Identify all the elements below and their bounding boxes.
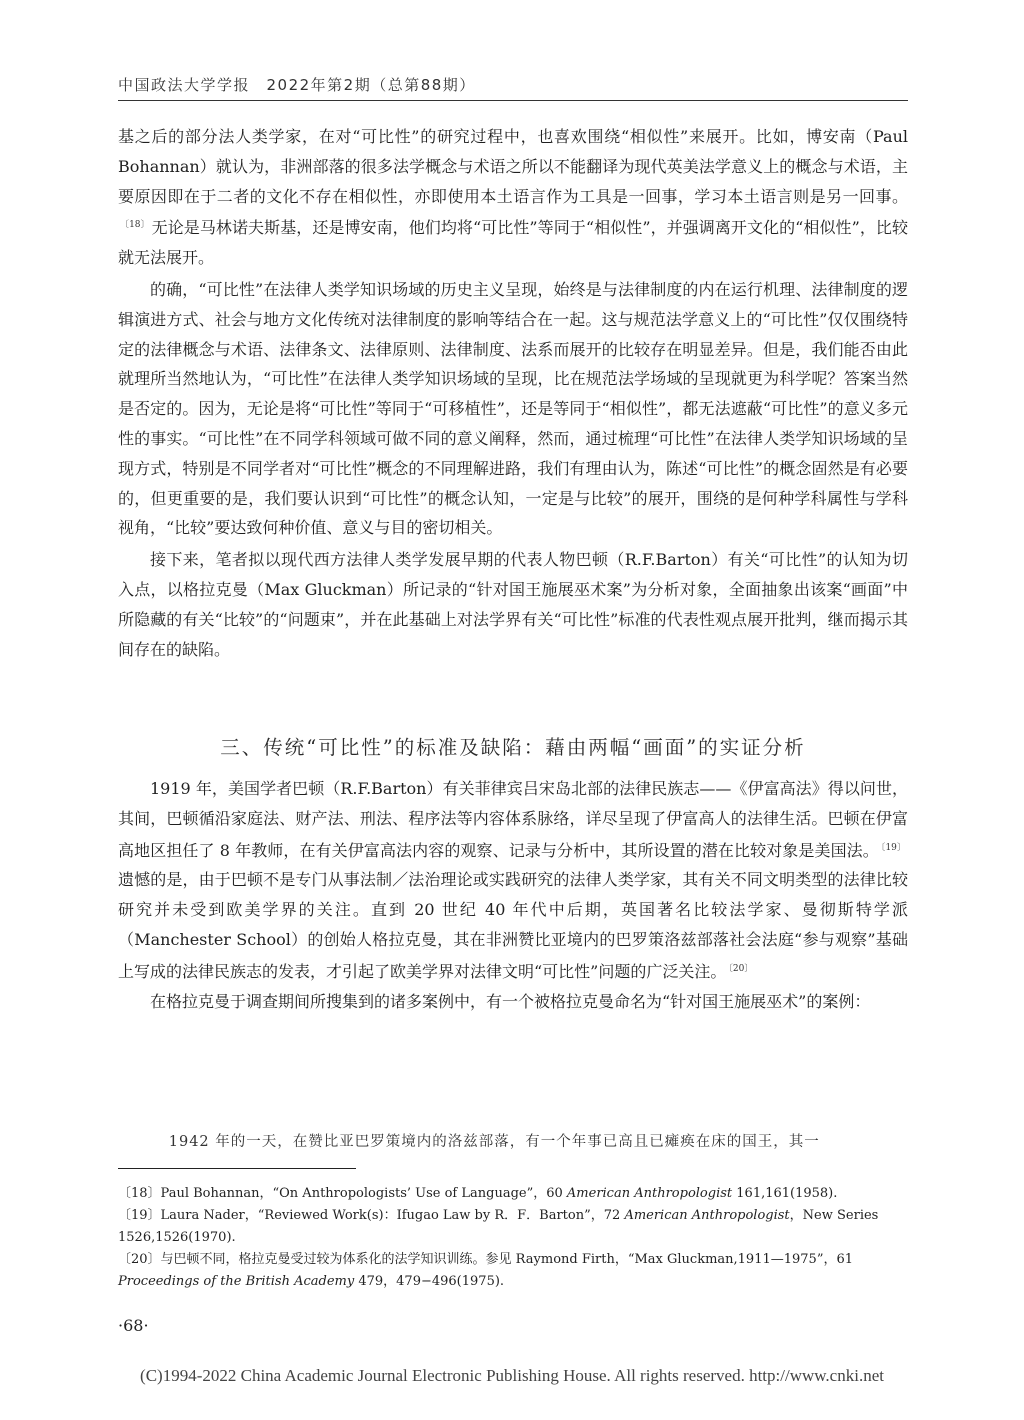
- paragraph-2-text: 的确，“可比性”在法律人类学知识场域的历史主义呈现，始终是与法律制度的内在运行机理、法律制度的逻辑演进方式、社会与地方文化传统对法律制度的影响等结合在一起。这与规范法学意义上的“可比性”仅仅围绕特定的法律概念与术语、法律条文、法律原则、法律制度、法系而展开的比较存在明显差异。但是，我们能否由此就理所当然地认为，“可比性”在法律人类学知识场域的呈现，比在规范法学场域的呈现就更为科学呢？答案当然是否定的。因为，无论是将“可比性”等同于“可移植性”，还是等同于“相似性”，都无法遮蔽“可比性”的意义多元性的事实。“可比性”在不同学科领域可做不同的意义阐释，然而，通过梳理“可比性”在法律人类学知识场域的呈现方式，特别是不同学者对“可比性”概念的不同理解进路，我们有理由认为，陈述“可比性”的概念固然是有必要的，但更重要的是，我们要认识到“可比性”的概念认知，一定是与比较”的展开，围绕的是何种学科属性与学科视角，“比较”要达致何种价值、意义与目的密切相关。: [118, 279, 908, 538]
- footnote-20: [118, 1249, 908, 1293]
- footnote-text-after: ，New Series 1526,1526(1970).: [118, 1208, 879, 1245]
- page-number: ·68·: [118, 1316, 149, 1335]
- paragraph-4-text: 1919 年，美国学者巴顿（R.F.Barton）有关菲律宾吕宋岛北部的法律民族志——《伊富高法》得以问世，其间，巴顿循沿家庭法、财产法、刑法、程序法等内容体系脉络，详尽呈现了伊富高人的法律生活。巴顿在伊富高地区担任了 8 年教师，在有关伊富高法内容的观察、记录与分析中，其所设置的潜在比较对象是美国法。: [118, 779, 908, 860]
- footnote-18: [118, 1183, 908, 1205]
- footnote-number: 〔20〕: [118, 1252, 161, 1267]
- footnote-number: 〔18〕: [118, 1186, 161, 1201]
- footnote-ref-19[interactable]: 〔19〕: [880, 842, 906, 853]
- footnote-text-after: 479，479−496(1975).: [354, 1274, 505, 1289]
- footnote-ref-18[interactable]: 〔18〕: [120, 220, 150, 231]
- footnote-text: Paul Bohannan，“On Anthropologists’ Use of Language”，60: [160, 1186, 567, 1201]
- footnote-ref-20[interactable]: 〔20〕: [728, 963, 754, 974]
- paragraph-1-text: 基之后的部分法人类学家，在对“可比性”的研究过程中，也喜欢围绕“相似性”来展开。比如，博安南（Paul Bohannan）就认为，非洲部落的很多法学概念与术语之所以不能翻译为现代英美法学意义上的概念与术语，主要原因即在于二者的文化不存在相似性，亦即使用本土语言作为工具是一回事，学习本土语言则是另一回事。: [118, 127, 908, 206]
- footnote-text: 与巴顿不同，格拉克曼受过较为体系化的法学知识训练。参见 Raymond Firth，“Max Gluckman,1911—1975”，61: [160, 1252, 854, 1267]
- paragraph-1-text-after: 无论是马林诺夫斯基，还是博安南，他们均将“可比性”等同于“相似性”，并强调离开文化的“相似性”，比较就无法展开。: [118, 218, 908, 268]
- footnote-journal: American Anthropologist: [624, 1208, 790, 1223]
- paragraph-2: [118, 275, 908, 543]
- footnote-journal: Proceedings of the British Academy: [118, 1274, 355, 1289]
- section-heading: 三、传统“可比性”的标准及缺陷：藉由两幅“画面”的实证分析: [220, 736, 806, 759]
- body-text: [118, 122, 908, 664]
- footnotes: [118, 1183, 908, 1293]
- block-quote: 1942 年的一天，在赞比亚巴罗策境内的洛兹部落，有一个年事已高且已瘫痪在床的国王，其一: [168, 1134, 820, 1150]
- paragraph-3: [118, 545, 908, 664]
- footnote-rule: [118, 1168, 356, 1169]
- header-rule: [118, 100, 908, 101]
- copyright-notice: (C)1994-2022 China Academic Journal Electronic Publishing House. All rights reserved. http://www.cnki.net: [140, 1366, 884, 1385]
- footnote-19: [118, 1205, 908, 1249]
- footnote-journal: American Anthropologist: [566, 1186, 733, 1201]
- footnote-text-after: 161,161(1958).: [732, 1186, 838, 1201]
- paragraph-4-text-after: 遗憾的是，由于巴顿不是专门从事法制／法治理论或实践研究的法律人类学家，其有关不同文明类型的法律比较研究并未受到欧美学界的关注。直到 20 世纪 40 年代中后期，英国著名比较法学家、曼彻斯特学派（Manchester School）的创始人格拉克曼，其在非洲赞比亚境内的巴罗策洛兹部落社会法庭“参与观察”基础上写成的法律民族志的发表，才引起了欧美学界对法律文明“可比性”问题的广泛关注。: [118, 870, 908, 981]
- running-head: 中国政法大学学报 2022年第2期（总第88期）: [118, 76, 476, 94]
- paragraph-3-text: 接下来，笔者拟以现代西方法律人类学发展早期的代表人物巴顿（R.F.Barton）有关“可比性”的认知为切入点，以格拉克曼（Max Gluckman）所记录的“针对国王施展巫术案”为分析对象，全面抽象出该案“画面”中所隐藏的有关“比较”的“问题束”，并在此基础上对法学界有关“可比性”标准的代表性观点展开批判，继而揭示其间存在的缺陷。: [118, 550, 908, 659]
- paragraph-1: [118, 122, 908, 273]
- footnote-number: 〔19〕: [118, 1208, 161, 1223]
- section-body-text: [118, 774, 908, 1016]
- footnote-text: Laura Nader，“Reviewed Work(s)：Ifugao Law by R．F．Barton”，72: [160, 1208, 625, 1223]
- paragraph-5: [118, 987, 908, 1017]
- paragraph-5-text: 在格拉克曼于调查期间所搜集到的诸多案例中，有一个被格拉克曼命名为“针对国王施展巫术”的案例：: [150, 991, 871, 1011]
- paragraph-4: [118, 774, 908, 987]
